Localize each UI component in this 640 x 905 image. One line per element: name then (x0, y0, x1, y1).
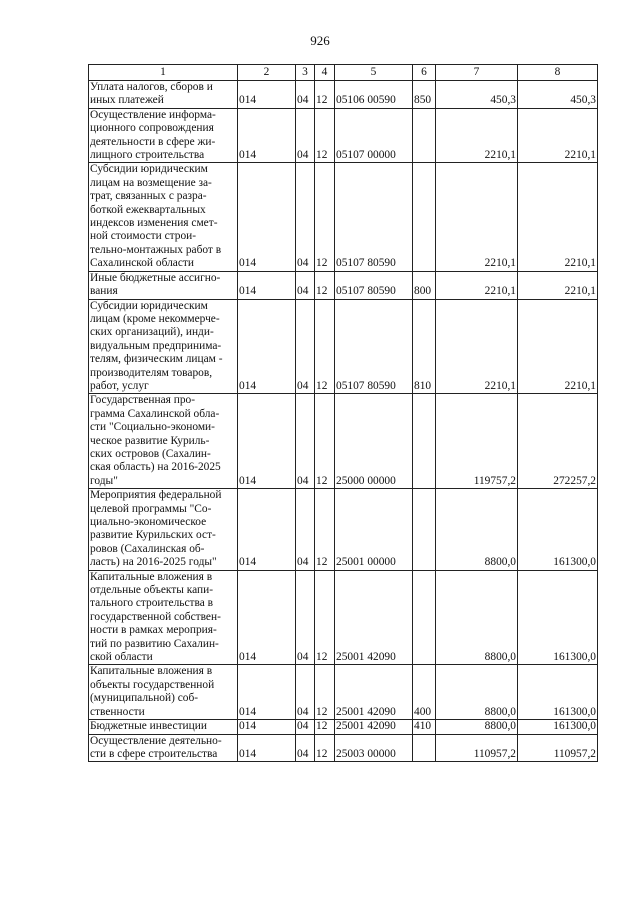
cell-item-name (89, 299, 238, 394)
cell-ministry-code: 014 (238, 163, 296, 271)
item-name-line: Капитальные вложения в (90, 665, 213, 678)
cell-amount-year-2: 2210,1 (518, 299, 598, 394)
cell-amount-year-1: 8800,0 (436, 489, 518, 570)
table-body (89, 81, 598, 762)
cell-target-article: 25000 00000 (335, 394, 413, 489)
item-name-line: тий по развитию Сахалин- (90, 637, 219, 650)
cell-amount-year-2: 2210,1 (518, 271, 598, 299)
cell-section: 04 (296, 271, 315, 299)
cell-amount-year-1: 8800,0 (436, 570, 518, 665)
cell-subsection: 12 (315, 734, 335, 762)
cell-amount-year-2: 161300,0 (518, 665, 598, 720)
item-name-line: ской области (90, 651, 153, 664)
item-name-line: годы" (90, 474, 118, 487)
item-name-line: сти в сфере строительства (90, 747, 218, 760)
item-name-line: отдельные объекты капи- (90, 584, 214, 597)
cell-item-name (89, 81, 238, 109)
item-name-line: производителям товаров, (90, 366, 213, 379)
cell-target-article: 25001 42090 (335, 665, 413, 720)
item-name-line: Капитальные вложения в (90, 570, 213, 583)
table-row (89, 394, 598, 489)
cell-expense-type: 850 (413, 81, 436, 109)
column-header-5: 5 (335, 65, 413, 81)
cell-subsection: 12 (315, 271, 335, 299)
cell-target-article: 05107 80590 (335, 299, 413, 394)
cell-amount-year-1: 8800,0 (436, 665, 518, 720)
cell-amount-year-2: 2210,1 (518, 108, 598, 163)
item-name-line: лицам на возмещение за- (90, 176, 212, 189)
item-name-line: ских организаций), инди- (90, 326, 214, 339)
item-name-line: Уплата налогов, сборов и (90, 81, 213, 93)
table-row (89, 734, 598, 762)
cell-expense-type (413, 394, 436, 489)
cell-expense-type: 400 (413, 665, 436, 720)
cell-section: 04 (296, 299, 315, 394)
cell-subsection: 12 (315, 489, 335, 570)
item-name-line: иных платежей (90, 94, 164, 107)
cell-item-name (89, 271, 238, 299)
cell-item-name (89, 720, 238, 734)
table-row (89, 299, 598, 394)
cell-ministry-code: 014 (238, 489, 296, 570)
cell-item-name (89, 665, 238, 720)
cell-subsection: 12 (315, 108, 335, 163)
item-name-line: лицам (кроме некоммерче- (90, 312, 220, 325)
cell-amount-year-1: 2210,1 (436, 108, 518, 163)
item-name-line: целевой программы "Со- (90, 502, 212, 515)
item-name-line: тельно-монтажных работ в (90, 243, 222, 256)
item-name-line: сти "Социально-экономи- (90, 421, 215, 434)
table-row (89, 108, 598, 163)
cell-target-article: 25001 42090 (335, 720, 413, 734)
cell-section: 04 (296, 163, 315, 271)
cell-ministry-code: 014 (238, 299, 296, 394)
cell-target-article: 05107 80590 (335, 271, 413, 299)
cell-subsection: 12 (315, 299, 335, 394)
item-name-line: Субсидии юридическим (90, 163, 208, 176)
item-name-line: трат, связанных с разра- (90, 190, 207, 203)
cell-amount-year-1: 119757,2 (436, 394, 518, 489)
cell-section: 04 (296, 665, 315, 720)
column-header-6: 6 (413, 65, 436, 81)
table-header-row (89, 65, 598, 81)
cell-ministry-code: 014 (238, 720, 296, 734)
cell-target-article: 25001 42090 (335, 570, 413, 665)
cell-item-name (89, 108, 238, 163)
cell-amount-year-1: 8800,0 (436, 720, 518, 734)
cell-subsection: 12 (315, 81, 335, 109)
cell-ministry-code: 014 (238, 570, 296, 665)
table-row (89, 271, 598, 299)
cell-target-article: 25001 00000 (335, 489, 413, 570)
item-name-line: Субсидии юридическим (90, 299, 208, 312)
item-name-line: Иные бюджетные ассигно- (90, 271, 221, 284)
item-name-line: лищного строительства (90, 149, 205, 162)
cell-expense-type (413, 570, 436, 665)
cell-subsection: 12 (315, 163, 335, 271)
cell-section: 04 (296, 734, 315, 762)
table-row (89, 81, 598, 109)
item-name-line: телям, физическим лицам - (90, 353, 223, 366)
cell-section: 04 (296, 570, 315, 665)
cell-subsection: 12 (315, 665, 335, 720)
budget-table (88, 64, 598, 762)
cell-expense-type (413, 108, 436, 163)
cell-amount-year-2: 450,3 (518, 81, 598, 109)
cell-ministry-code: 014 (238, 734, 296, 762)
cell-subsection: 12 (315, 394, 335, 489)
cell-amount-year-2: 161300,0 (518, 720, 598, 734)
item-name-line: Сахалинской области (90, 257, 194, 270)
column-header-3: 3 (296, 65, 315, 81)
cell-ministry-code: 014 (238, 394, 296, 489)
table-row (89, 163, 598, 271)
cell-section: 04 (296, 394, 315, 489)
item-name-line: Осуществление деятельно- (90, 734, 222, 747)
item-name-line: боткой ежеквартальных (90, 203, 206, 216)
cell-item-name (89, 394, 238, 489)
cell-subsection: 12 (315, 720, 335, 734)
cell-section: 04 (296, 720, 315, 734)
cell-item-name (89, 734, 238, 762)
table-row (89, 489, 598, 570)
cell-item-name (89, 163, 238, 271)
item-name-line: объекты государственной (90, 678, 215, 691)
cell-amount-year-1: 2210,1 (436, 299, 518, 394)
cell-amount-year-2: 161300,0 (518, 489, 598, 570)
item-name-line: Осуществление информа- (90, 108, 216, 121)
cell-amount-year-1: 2210,1 (436, 163, 518, 271)
cell-amount-year-2: 161300,0 (518, 570, 598, 665)
cell-amount-year-1: 110957,2 (436, 734, 518, 762)
column-header-2: 2 (238, 65, 296, 81)
cell-expense-type (413, 163, 436, 271)
item-name-line: ности в рамках мероприя- (90, 624, 217, 637)
item-name-line: Государственная про- (90, 394, 196, 407)
item-name-line: видуальным предпринима- (90, 339, 222, 352)
item-name-line: ной стоимости строи- (90, 230, 197, 243)
column-header-4: 4 (315, 65, 335, 81)
cell-amount-year-1: 450,3 (436, 81, 518, 109)
table-row (89, 720, 598, 734)
cell-amount-year-2: 110957,2 (518, 734, 598, 762)
cell-amount-year-1: 2210,1 (436, 271, 518, 299)
cell-target-article: 25003 00000 (335, 734, 413, 762)
item-name-line: ственности (90, 705, 145, 718)
column-header-8: 8 (518, 65, 598, 81)
table-row (89, 665, 598, 720)
cell-expense-type: 410 (413, 720, 436, 734)
cell-expense-type: 800 (413, 271, 436, 299)
cell-expense-type (413, 734, 436, 762)
item-name-line: развитие Курильских ост- (90, 529, 216, 542)
cell-section: 04 (296, 108, 315, 163)
cell-expense-type: 810 (413, 299, 436, 394)
cell-target-article: 05107 00000 (335, 108, 413, 163)
item-name-line: индексов изменения смет- (90, 217, 218, 230)
item-name-line: ских островов (Сахалин- (90, 447, 211, 460)
item-name-line: деятельности в сфере жи- (90, 135, 216, 148)
item-name-line: работ, услуг (90, 379, 149, 392)
item-name-line: вания (90, 285, 118, 298)
cell-amount-year-2: 2210,1 (518, 163, 598, 271)
item-name-line: ласть) на 2016-2025 годы" (90, 556, 217, 569)
cell-item-name (89, 570, 238, 665)
item-name-line: ционного сопровождения (90, 122, 214, 135)
column-header-1: 1 (89, 65, 238, 81)
cell-subsection: 12 (315, 570, 335, 665)
item-name-line: грамма Сахалинской обла- (90, 407, 220, 420)
cell-ministry-code: 014 (238, 271, 296, 299)
item-name-line: тального строительства в (90, 597, 213, 610)
cell-amount-year-2: 272257,2 (518, 394, 598, 489)
item-name-line: циально-экономическое (90, 516, 207, 528)
item-name-line: Бюджетные инвестиции (90, 720, 207, 733)
cell-item-name (89, 489, 238, 570)
item-name-line: ская область) на 2016-2025 (90, 461, 221, 474)
cell-section: 04 (296, 489, 315, 570)
item-name-line: Мероприятия федеральной (90, 489, 222, 502)
cell-section: 04 (296, 81, 315, 109)
item-name-line: государственной собствен- (90, 610, 221, 623)
cell-ministry-code: 014 (238, 665, 296, 720)
item-name-line: ровов (Сахалинская об- (90, 542, 205, 555)
cell-ministry-code: 014 (238, 81, 296, 109)
cell-ministry-code: 014 (238, 108, 296, 163)
item-name-line: ческое развитие Куриль- (90, 434, 210, 447)
cell-target-article: 05107 80590 (335, 163, 413, 271)
cell-expense-type (413, 489, 436, 570)
table-row (89, 570, 598, 665)
page-number: 926 (310, 33, 330, 48)
item-name-line: (муниципальной) соб- (90, 692, 199, 705)
column-header-7: 7 (436, 65, 518, 81)
cell-target-article: 05106 00590 (335, 81, 413, 109)
